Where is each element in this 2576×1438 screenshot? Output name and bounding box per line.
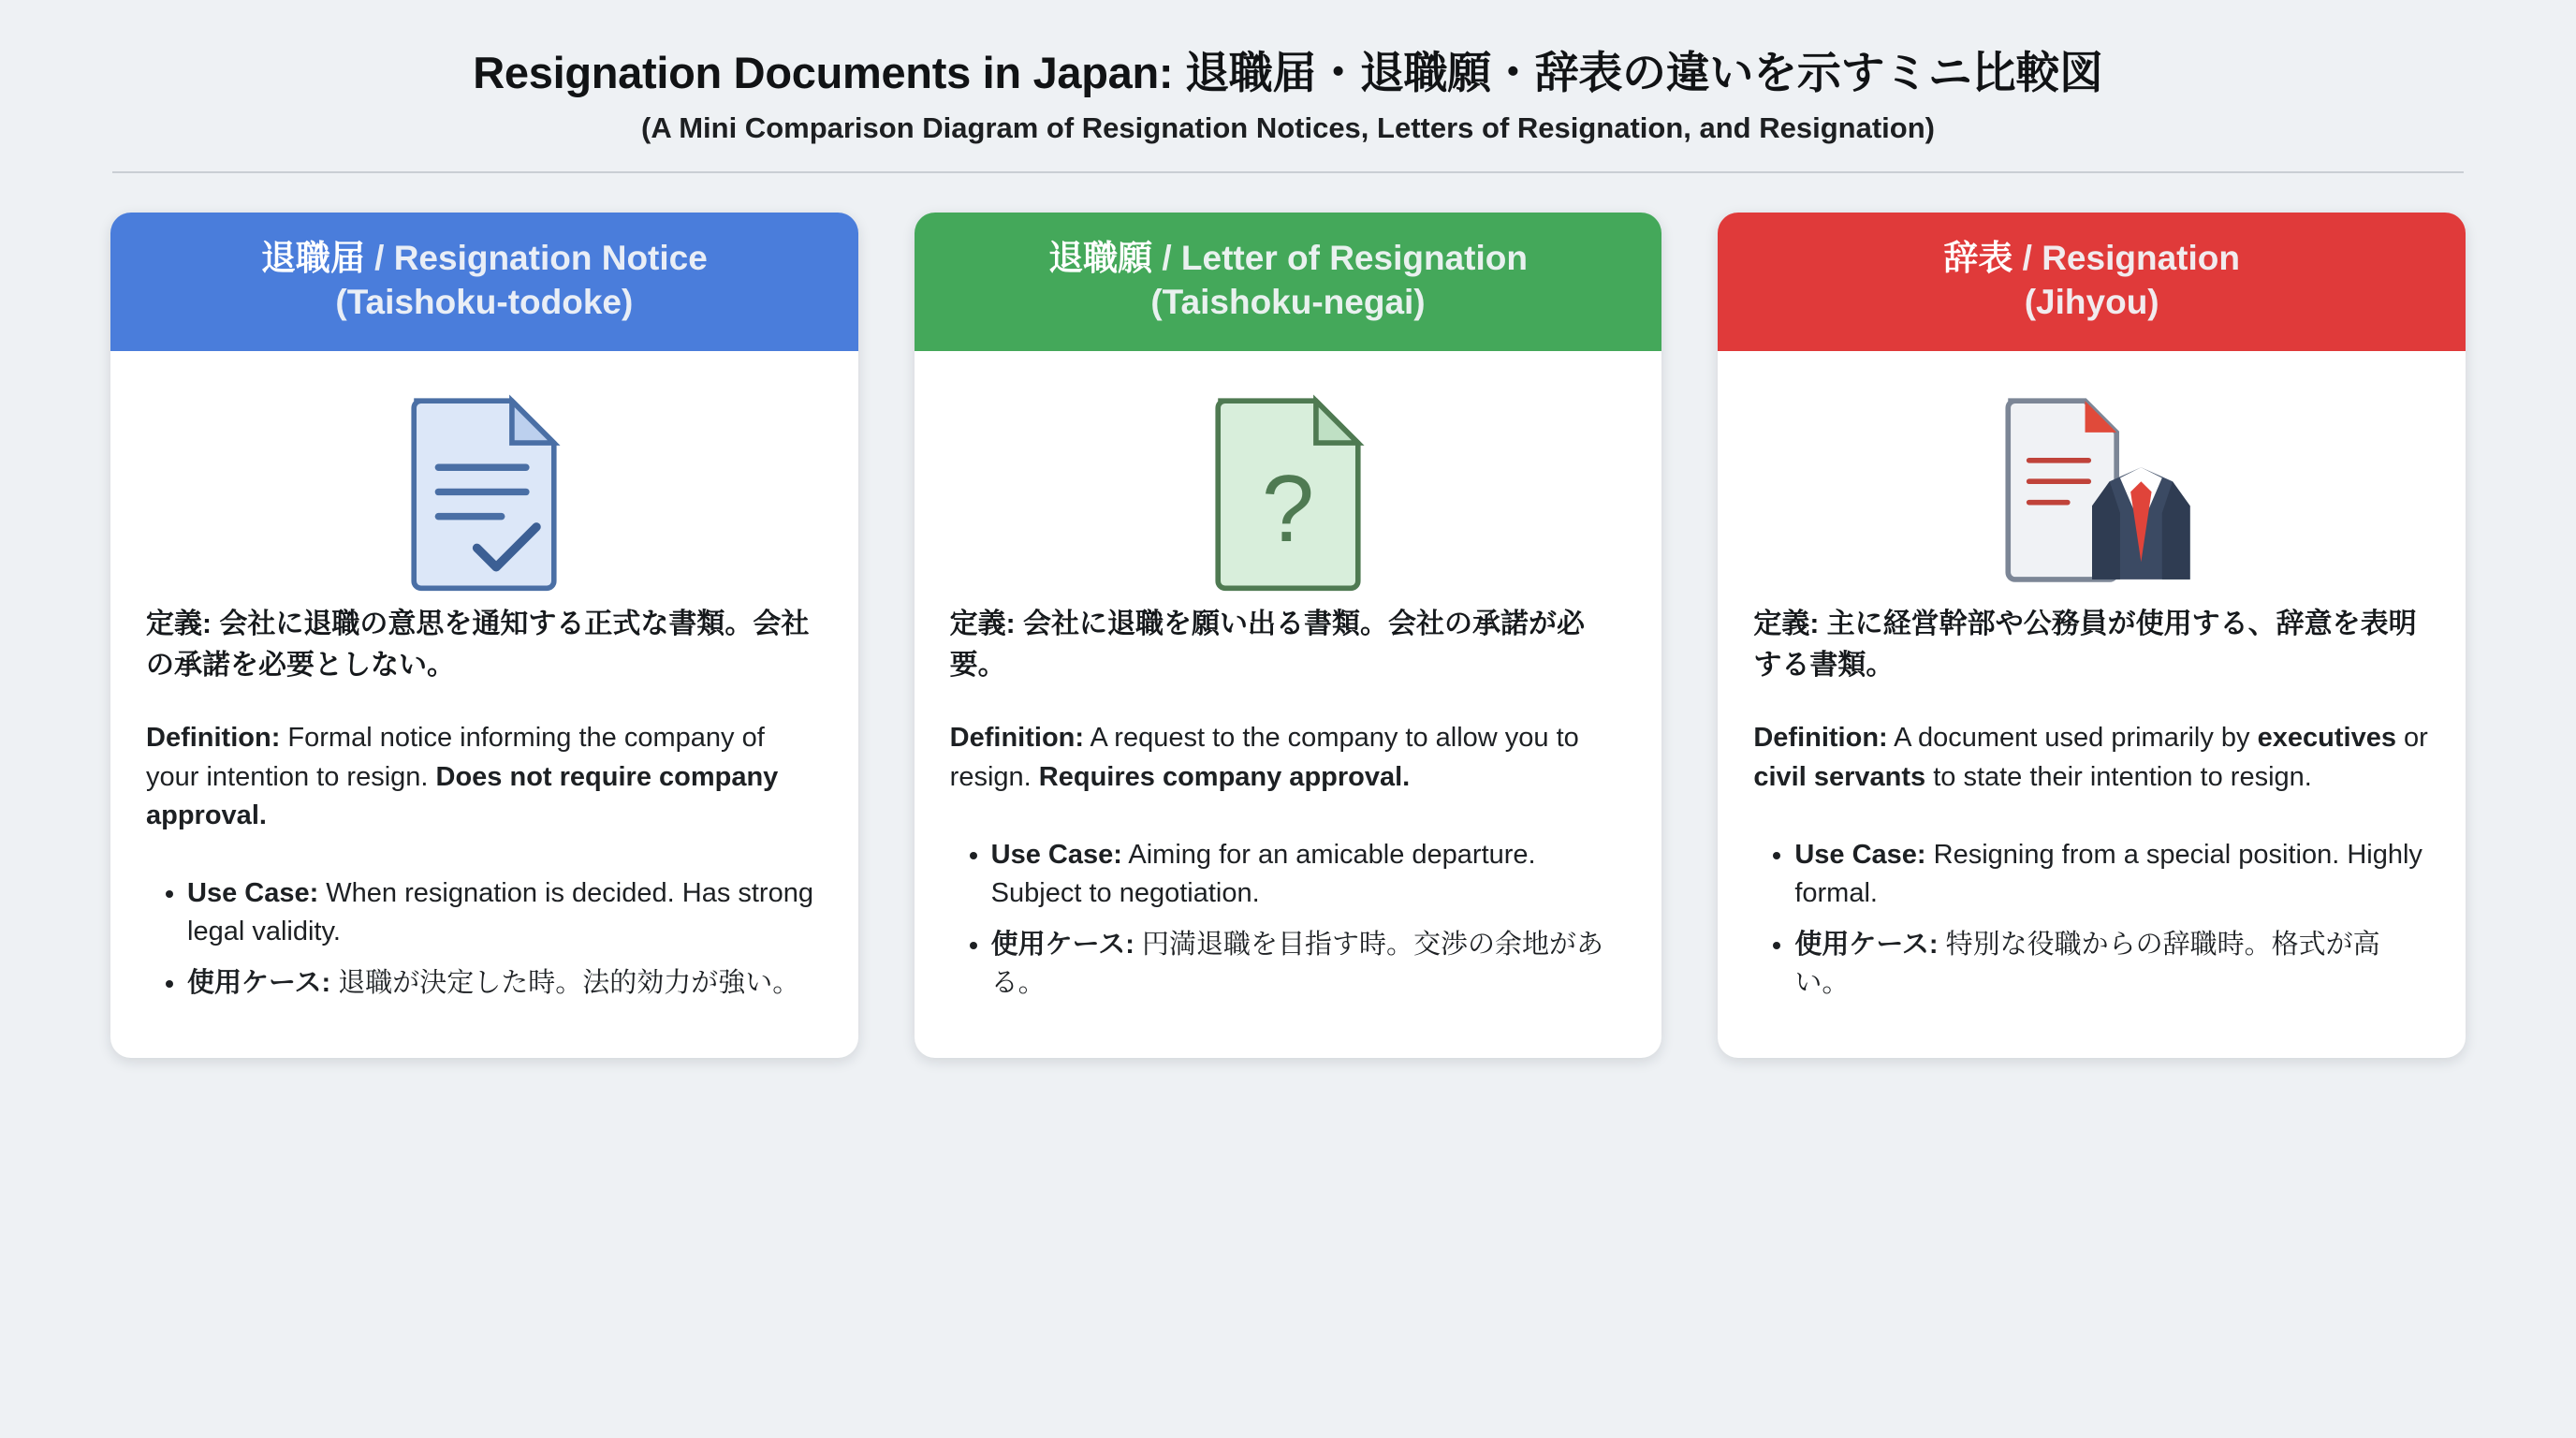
card-header-romaji: (Jihyou) bbox=[2024, 283, 2159, 322]
use-case-label-jp: 使用ケース: bbox=[187, 968, 331, 999]
use-case-text: When resignation is decided. Has strong legal validity. bbox=[187, 878, 813, 947]
cards-row bbox=[103, 213, 2473, 1057]
definition-en-text: A document used primarily by bbox=[1887, 723, 2258, 754]
card-header-taishoku-todoke bbox=[110, 213, 858, 351]
definition-en-emphasis: Requires company approval. bbox=[1038, 761, 1411, 792]
card-header-jp: 退職届 bbox=[260, 239, 365, 278]
definition-en-emphasis: executives bbox=[2257, 723, 2396, 754]
card-header-jp: 辞表 bbox=[1943, 239, 2013, 278]
card-header-en: / Resignation Notice bbox=[374, 239, 708, 278]
use-case-text-jp: 退職が決定した時。法的効力が強い。 bbox=[330, 968, 800, 999]
document-suit-icon bbox=[1753, 383, 2430, 598]
page-subtitle: (A Mini Comparison Diagram of Resignation Notices, Letters of Resignation, and Resignation) bbox=[641, 111, 1935, 145]
definition-jp: 定義: 会社に退職の意思を通知する正式な書類。会社の承諾を必要としない。 bbox=[146, 609, 810, 681]
document-question-icon bbox=[950, 383, 1627, 598]
use-case-label-jp: 使用ケース: bbox=[1794, 930, 1939, 961]
definition-jp: 定義: 会社に退職を願い出る書類。会社の承諾が必要。 bbox=[949, 609, 1585, 681]
use-case-text-jp: 特別な役職からの辞職時。格式が高い。 bbox=[1794, 930, 2380, 999]
definition-en-text-mid: or bbox=[2395, 723, 2428, 754]
use-case-label-jp: 使用ケース: bbox=[990, 930, 1134, 961]
list-item bbox=[991, 836, 1627, 913]
svg-text:?: ? bbox=[1261, 456, 1315, 562]
definition-en bbox=[1753, 719, 2430, 796]
definition-jp: 定義: 主に経営幹部や公務員が使用する、辞意を表明する書類。 bbox=[1753, 609, 2417, 681]
use-case-text: Aiming for an amicable departure. Subject to negotiation. bbox=[990, 839, 1536, 908]
use-case-label: Use Case: bbox=[1794, 839, 1926, 870]
card-body-taishoku-todoke bbox=[110, 351, 858, 1057]
list-item bbox=[991, 926, 1627, 1003]
definition-en-emphasis: Does not require company approval. bbox=[146, 761, 779, 830]
list-item bbox=[187, 874, 823, 951]
use-case-text-jp: 円満退職を目指す時。交渉の余地がある。 bbox=[990, 930, 1603, 999]
definition-en bbox=[146, 719, 823, 835]
use-case-list bbox=[146, 874, 823, 1004]
list-item bbox=[1794, 836, 2430, 913]
definition-en-label: Definition: bbox=[949, 723, 1085, 754]
definition-en-emphasis-2: civil servants bbox=[1753, 761, 1926, 792]
definition-en-text: Formal notice informing the company of your intention to resign. bbox=[146, 723, 765, 792]
card-taishoku-negai bbox=[915, 213, 1662, 1057]
card-body-jihyou bbox=[1718, 351, 2466, 1057]
card-taishoku-todoke bbox=[110, 213, 858, 1057]
card-header-romaji: (Taishoku-negai) bbox=[1150, 283, 1426, 322]
card-jihyou bbox=[1718, 213, 2466, 1057]
use-case-text: Resigning from a special position. Highly formal. bbox=[1794, 839, 2422, 908]
definition-en-label: Definition: bbox=[146, 723, 281, 754]
card-header-romaji: (Taishoku-todoke) bbox=[335, 283, 634, 322]
use-case-list bbox=[950, 836, 1627, 1004]
card-header-taishoku-negai bbox=[915, 213, 1662, 351]
card-header-en: / Resignation bbox=[2022, 239, 2240, 278]
page-header bbox=[103, 47, 2473, 147]
definition-en bbox=[950, 719, 1627, 796]
card-header-jp: 退職願 bbox=[1048, 239, 1153, 278]
card-header-en: / Letter of Resignation bbox=[1162, 239, 1528, 278]
definition-en-label: Definition: bbox=[1753, 723, 1888, 754]
definition-en-text-end: to state their intention to resign. bbox=[1925, 761, 2312, 792]
document-check-icon bbox=[146, 383, 823, 598]
list-item bbox=[187, 964, 823, 1003]
use-case-label: Use Case: bbox=[990, 839, 1122, 870]
card-body-taishoku-negai bbox=[915, 351, 1662, 1057]
card-header-jihyou bbox=[1718, 213, 2466, 351]
page-title: Resignation Documents in Japan: 退職届・退職願・辞表の違いを示すミニ比較図 bbox=[473, 48, 2103, 97]
list-item bbox=[1794, 926, 2430, 1003]
use-case-list bbox=[1753, 836, 2430, 1004]
header-divider bbox=[112, 171, 2464, 173]
definition-en-text: A request to the company to allow you to resign. bbox=[949, 723, 1579, 792]
use-case-label: Use Case: bbox=[187, 878, 319, 908]
